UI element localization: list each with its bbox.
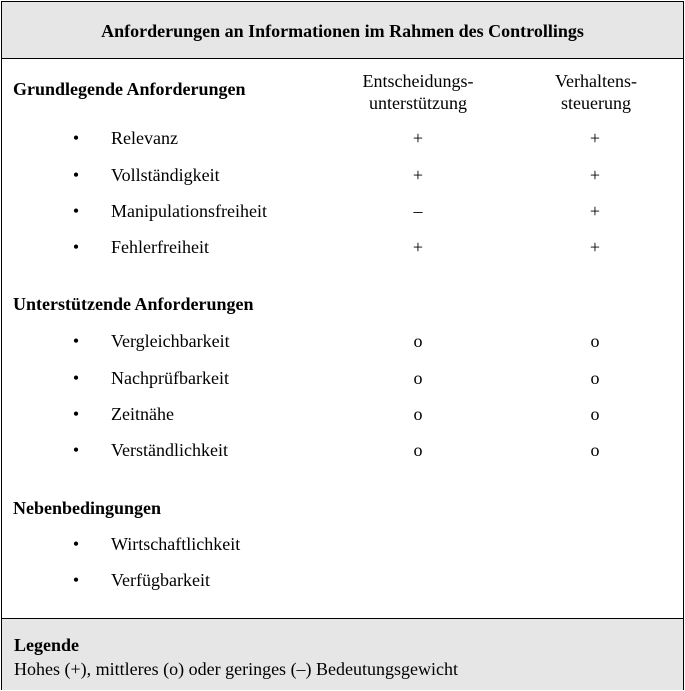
value-verhalten: o [590,404,600,424]
bullet: • [72,440,80,460]
column-header-verhaltenssteuerung [536,70,656,114]
bullet: • [72,165,80,185]
value-entscheidung: o [413,404,423,424]
bullet: • [72,128,80,148]
column-header-line: Entscheidungs- [362,71,474,91]
value-verhalten: o [590,440,600,460]
table-title: Anforderungen an Informationen im Rahmen des Controllings [2,2,683,59]
requirement-label: Vollständigkeit [111,165,220,185]
value-entscheidung: + [412,165,424,185]
section-title: Nebenbedingungen [13,498,162,518]
bullet: • [72,368,80,388]
bullet: • [72,404,80,424]
column-header-line: unterstützung [369,93,467,113]
value-verhalten: + [589,165,601,185]
bullet: • [72,570,80,590]
value-verhalten: + [589,201,601,221]
value-entscheidung: o [413,331,423,351]
value-verhalten: + [589,237,601,257]
section-title: Unterstützende Anforderungen [13,294,254,314]
value-entscheidung: o [413,368,423,388]
requirement-label: Verständlichkeit [111,440,228,460]
requirement-label: Manipulationsfreiheit [111,201,267,221]
legend-text: Hohes (+), mittleres (o) oder geringes (–) Bedeutungsgewicht [14,659,459,679]
column-header-entscheidungsunterstuetzung [342,70,494,114]
value-verhalten: o [590,331,600,351]
value-verhalten: o [590,368,600,388]
legend-title: Legende [14,635,79,655]
bullet: • [72,331,80,351]
requirement-label: Vergleichbarkeit [111,331,230,351]
section-title: Grundlegende Anforderungen [13,79,246,99]
column-header-line: Verhaltens- [555,71,637,91]
requirement-label: Wirtschaftlichkeit [111,534,241,554]
value-entscheidung: – [413,201,423,221]
requirement-label: Fehlerfreiheit [111,237,209,257]
legend [2,618,683,690]
requirement-label: Verfügbarkeit [111,570,210,590]
requirement-label: Zeitnähe [111,404,174,424]
requirement-label: Relevanz [111,128,178,148]
value-verhalten: + [589,128,601,148]
table-frame [1,1,684,690]
requirement-label: Nachprüfbarkeit [111,368,229,388]
bullet: • [72,201,80,221]
value-entscheidung: o [413,440,423,460]
value-entscheidung: + [412,237,424,257]
bullet: • [72,237,80,257]
bullet: • [72,534,80,554]
column-header-line: steuerung [561,93,631,113]
value-entscheidung: + [412,128,424,148]
